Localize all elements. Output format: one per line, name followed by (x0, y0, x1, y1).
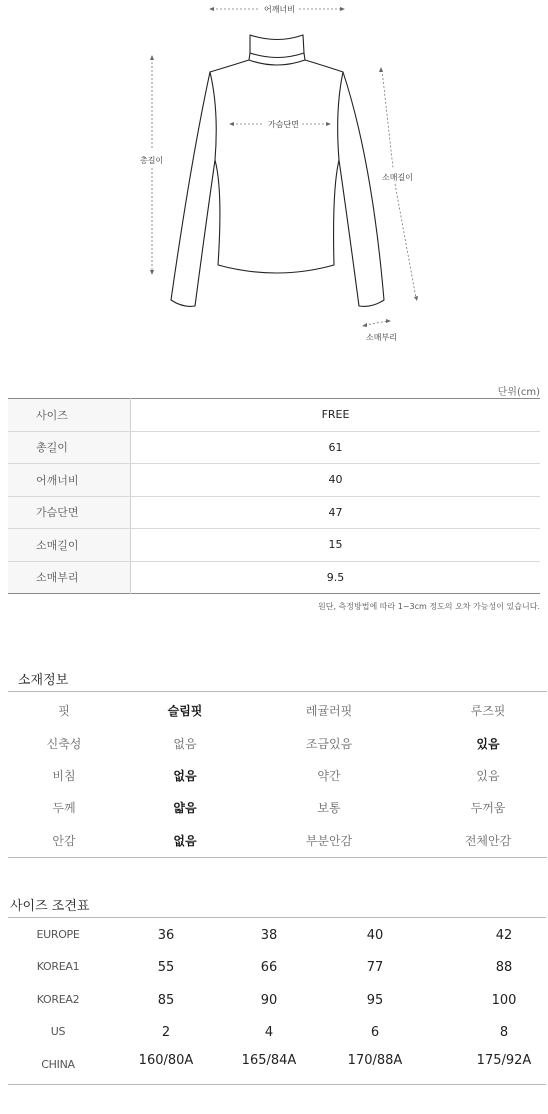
sleeve-guide-top (382, 70, 393, 168)
turtleneck-illustration (0, 0, 548, 350)
material-option-selected: 있음 (476, 737, 500, 751)
material-option: 있음 (476, 769, 500, 783)
body-outline (171, 60, 384, 306)
row-value: FREE (131, 399, 541, 432)
conversion-label: US (50, 1025, 66, 1038)
conversion-value: 40 (366, 928, 384, 943)
garment-diagram (0, 0, 548, 350)
conversion-label: CHINA (41, 1058, 75, 1071)
row-label: 사이즈 (8, 399, 131, 432)
material-option-selected: 얇음 (173, 801, 197, 815)
cuff-label: 소매부리 (366, 333, 397, 342)
conversion-value: 95 (366, 993, 384, 1008)
material-row (0, 702, 548, 734)
conversion-label: KOREA1 (36, 960, 80, 973)
conversion-row (0, 960, 548, 990)
arrow-icon (362, 323, 367, 327)
length-label: 총길이 (140, 156, 164, 165)
material-option: 부분안감 (305, 834, 353, 848)
conversion-value: 100 (491, 993, 517, 1008)
sleeve-label: 소매길이 (382, 173, 413, 182)
arrow-icon (326, 122, 331, 126)
material-option-selected: 없음 (173, 834, 197, 848)
table-row (8, 399, 540, 432)
conversion-value: 85 (157, 993, 175, 1008)
arrow-icon (386, 319, 391, 323)
material-option: 전체안감 (464, 834, 512, 848)
row-label: 소매부리 (8, 561, 131, 594)
measurement-note: 원단, 측정방법에 따라 1~3cm 정도의 오차 가능성이 있습니다. (318, 602, 540, 611)
table-row (8, 529, 540, 562)
divider (8, 857, 547, 858)
row-label: 소매길이 (8, 529, 131, 562)
conversion-value: 2 (161, 1025, 171, 1040)
conversion-value: 77 (366, 960, 384, 975)
material-label: 핏 (58, 704, 70, 718)
conversion-value: 6 (370, 1025, 380, 1040)
material-label: 신축성 (46, 737, 82, 751)
divider (8, 917, 546, 918)
material-option-selected: 없음 (173, 769, 197, 783)
cuff-guide (365, 321, 388, 325)
row-label: 총길이 (8, 431, 131, 464)
row-value: 61 (131, 431, 541, 464)
arrow-icon (150, 55, 154, 60)
material-option: 두꺼움 (470, 801, 506, 815)
conversion-value: 165/84A (241, 1053, 297, 1068)
arrow-icon (379, 67, 383, 72)
table-row (8, 464, 540, 497)
collar-outline (250, 35, 304, 58)
conversion-label: EUROPE (36, 928, 80, 941)
conversion-row (0, 1025, 548, 1055)
row-value: 47 (131, 496, 541, 529)
conversion-value: 66 (260, 960, 278, 975)
row-value: 40 (131, 464, 541, 497)
material-row (0, 832, 548, 864)
shoulder-label: 어깨너비 (264, 5, 295, 14)
conversion-value: 170/88A (347, 1053, 403, 1068)
conversion-value: 42 (495, 928, 513, 943)
conversion-title: 사이즈 조견표 (10, 899, 90, 914)
arrow-icon (414, 296, 418, 301)
material-row (0, 767, 548, 799)
conversion-value: 38 (260, 928, 278, 943)
material-option: 조금있음 (305, 737, 353, 751)
chest-label: 가슴단면 (268, 120, 299, 129)
arrow-icon (340, 7, 345, 11)
material-row (0, 735, 548, 767)
conversion-label: KOREA2 (36, 993, 80, 1006)
row-label: 가슴단면 (8, 496, 131, 529)
size-table (8, 398, 540, 594)
conversion-row (0, 1053, 548, 1083)
left-armhole (210, 72, 216, 160)
material-label: 비침 (52, 769, 76, 783)
arrow-icon (229, 122, 234, 126)
unit-label: 단위(cm) (497, 387, 540, 398)
conversion-row (0, 993, 548, 1023)
conversion-value: 36 (157, 928, 175, 943)
conversion-row (0, 928, 548, 958)
table-row (8, 561, 540, 594)
material-option: 루즈핏 (470, 704, 506, 718)
right-armhole (338, 72, 343, 160)
material-title: 소재정보 (18, 673, 69, 688)
material-option: 보통 (317, 801, 341, 815)
conversion-value: 55 (157, 960, 175, 975)
material-option: 약간 (317, 769, 341, 783)
conversion-value: 88 (495, 960, 513, 975)
row-value: 9.5 (326, 570, 345, 584)
material-row (0, 799, 548, 831)
material-label: 안감 (52, 834, 76, 848)
conversion-value: 160/80A (138, 1053, 194, 1068)
conversion-value: 8 (499, 1025, 509, 1040)
material-label: 두께 (52, 801, 76, 815)
arrow-icon (150, 270, 154, 275)
conversion-value: 175/92A (476, 1053, 532, 1068)
material-option-selected: 슬림핏 (167, 704, 203, 718)
row-value: 15 (131, 529, 541, 562)
divider (8, 1084, 546, 1085)
table-row (8, 431, 540, 464)
material-option: 레귤러핏 (305, 704, 353, 718)
arrow-icon (209, 7, 214, 11)
row-label: 어깨너비 (8, 464, 131, 497)
sleeve-guide-bottom (395, 184, 416, 298)
conversion-value: 4 (264, 1025, 274, 1040)
table-row (8, 496, 540, 529)
conversion-value: 90 (260, 993, 278, 1008)
material-option: 없음 (173, 737, 197, 751)
divider (8, 691, 547, 692)
